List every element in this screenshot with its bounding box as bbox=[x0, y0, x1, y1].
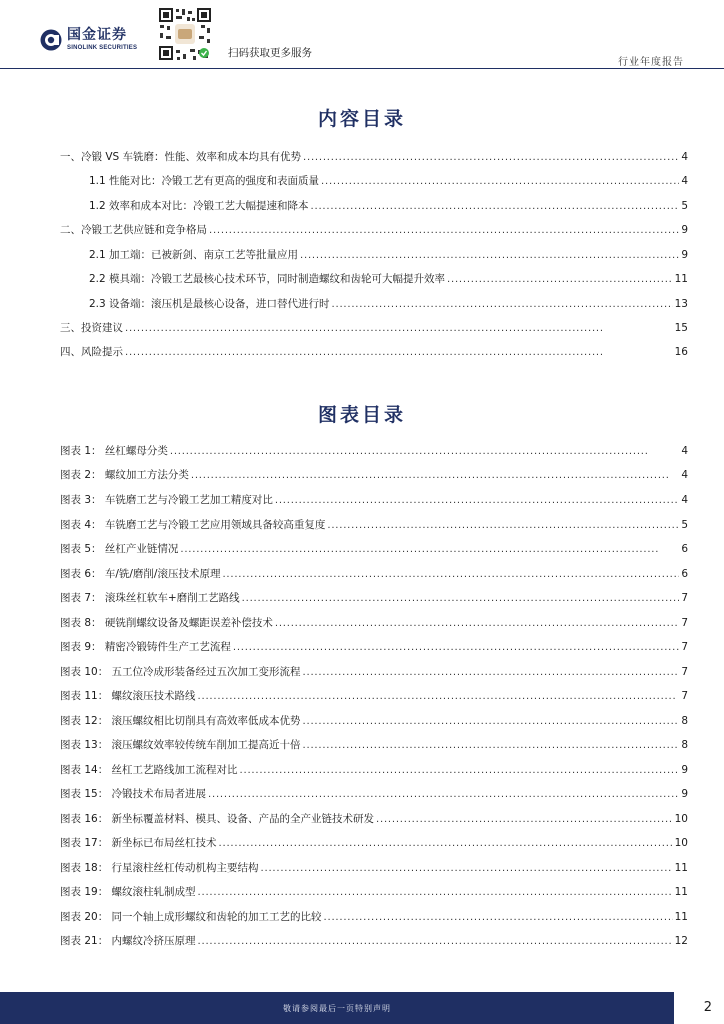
toc-entry[interactable] bbox=[60, 150, 688, 164]
toc-entry-page: 4 bbox=[681, 175, 688, 187]
toc-entry-page: 16 bbox=[674, 346, 688, 358]
toc-entry-page: 4 bbox=[681, 151, 688, 163]
dot-leader bbox=[125, 346, 673, 359]
dot-leader bbox=[376, 813, 673, 826]
figure-entry[interactable] bbox=[60, 640, 688, 654]
figure-entry-label: 图表 21： 内螺纹冷挤压原理 bbox=[60, 935, 196, 947]
figure-entry-page: 11 bbox=[674, 911, 688, 923]
toc-entry[interactable] bbox=[60, 321, 688, 335]
header-divider bbox=[0, 68, 724, 69]
toc-entry-label: 四、风险提示 bbox=[60, 346, 123, 358]
toc-entry-label: 三、投资建议 bbox=[60, 322, 123, 334]
company-logo bbox=[40, 28, 137, 51]
toc-entry-label: 1.1 性能对比：冷锻工艺有更高的强度和表面质量 bbox=[89, 175, 320, 187]
figure-entry-label: 图表 20： 同一个轴上成形螺纹和齿轮的加工工艺的比较 bbox=[60, 911, 322, 923]
figure-entry[interactable] bbox=[60, 910, 688, 924]
figure-entry[interactable] bbox=[60, 665, 688, 679]
dot-leader bbox=[303, 715, 680, 728]
logo-name-en: SINOLINK SECURITIES bbox=[67, 45, 138, 51]
logo-name-cn: 国金证券 bbox=[67, 27, 127, 43]
dot-leader bbox=[219, 837, 673, 850]
dot-leader bbox=[303, 739, 680, 752]
logo-mark-icon bbox=[40, 29, 62, 51]
figure-entry-page: 10 bbox=[674, 813, 688, 825]
toc-entry[interactable] bbox=[60, 223, 688, 237]
figure-entry-label: 图表 5： 丝杠产业链情况 bbox=[60, 543, 179, 555]
toc-entry-label: 二、冷锻工艺供应链和竞争格局 bbox=[60, 224, 207, 236]
figure-entry-page: 7 bbox=[681, 641, 688, 653]
dot-leader bbox=[198, 690, 680, 703]
dot-leader bbox=[261, 862, 673, 875]
figure-entry-label: 图表 3： 车铣磨工艺与冷锻工艺加工精度对比 bbox=[60, 494, 273, 506]
dot-leader bbox=[324, 911, 673, 924]
figure-entry[interactable] bbox=[60, 836, 688, 850]
toc-entry-page: 5 bbox=[681, 200, 688, 212]
figures-title: 图表目录 bbox=[317, 404, 406, 426]
figure-entry-label: 图表 19： 螺纹滚柱轧制成型 bbox=[60, 886, 196, 898]
dot-leader bbox=[327, 519, 679, 532]
footer-disclaimer: 敬请参阅最后一页特别声明 bbox=[283, 1004, 391, 1013]
figure-entry-page: 7 bbox=[681, 617, 688, 629]
figure-entry[interactable] bbox=[60, 468, 688, 482]
figure-entry-page: 5 bbox=[681, 519, 688, 531]
figure-entry[interactable] bbox=[60, 714, 688, 728]
toc-entry-page: 15 bbox=[674, 322, 688, 334]
figure-entry[interactable] bbox=[60, 542, 688, 556]
toc-entry[interactable] bbox=[60, 174, 688, 188]
figure-entry[interactable] bbox=[60, 689, 688, 703]
page-number: 2 bbox=[703, 1000, 712, 1015]
figure-entry-page: 9 bbox=[681, 764, 688, 776]
figure-entry[interactable] bbox=[60, 861, 688, 875]
toc-entry-label: 2.3 设备端：滚压机是最核心设备，进口替代进行时 bbox=[89, 298, 330, 310]
figure-entry[interactable] bbox=[60, 934, 688, 948]
figure-entry-label: 图表 11： 螺纹滚压技术路线 bbox=[60, 690, 196, 702]
dot-leader bbox=[311, 200, 680, 213]
toc-entry-page: 13 bbox=[674, 298, 688, 310]
figure-entry-page: 6 bbox=[681, 543, 688, 555]
figure-entry[interactable] bbox=[60, 444, 688, 458]
dot-leader bbox=[275, 494, 679, 507]
toc-entry-label: 一、冷锻 VS 车铣磨：性能、效率和成本均具有优势 bbox=[60, 151, 302, 163]
toc-entry[interactable] bbox=[60, 248, 688, 262]
figure-entry-label: 图表 7： 滚珠丝杠软车+磨削工艺路线 bbox=[60, 592, 240, 604]
dot-leader bbox=[208, 788, 679, 801]
figure-entry-page: 8 bbox=[681, 739, 688, 751]
figure-entry-page: 4 bbox=[681, 494, 688, 506]
dot-leader bbox=[303, 151, 679, 164]
figure-entry-page: 10 bbox=[674, 837, 688, 849]
figure-entry[interactable] bbox=[60, 787, 688, 801]
figure-entry-page: 7 bbox=[681, 666, 688, 678]
figure-entry-label: 图表 6： 车/铣/磨削/滚压技术原理 bbox=[60, 568, 221, 580]
figure-entry-label: 图表 10： 五工位冷成形装备经过五次加工变形流程 bbox=[60, 666, 301, 678]
figure-entry[interactable] bbox=[60, 518, 688, 532]
figure-entry-label: 图表 12： 滚压螺纹相比切削具有高效率低成本优势 bbox=[60, 715, 301, 727]
dot-leader bbox=[332, 298, 673, 311]
qr-caption: 扫码获取更多服务 bbox=[228, 47, 312, 59]
figure-entry-page: 6 bbox=[681, 568, 688, 580]
dot-leader bbox=[240, 764, 680, 777]
toc-entry-label: 1.2 效率和成本对比：冷锻工艺大幅提速和降本 bbox=[89, 200, 309, 212]
report-type-label: 行业年度报告 bbox=[618, 57, 684, 68]
dot-leader bbox=[275, 617, 679, 630]
toc-entry[interactable] bbox=[60, 199, 688, 213]
dot-leader bbox=[300, 249, 679, 262]
figure-entry-page: 8 bbox=[681, 715, 688, 727]
dot-leader bbox=[191, 469, 679, 482]
figure-entry-label: 图表 4： 车铣磨工艺与冷锻工艺应用领域具备较高重复度 bbox=[60, 519, 326, 531]
dot-leader bbox=[222, 568, 679, 581]
figure-entry-page: 9 bbox=[681, 788, 688, 800]
figure-entry-page: 11 bbox=[674, 862, 688, 874]
figure-entry-page: 4 bbox=[681, 445, 688, 457]
figure-entry[interactable] bbox=[60, 763, 688, 777]
figure-entry-label: 图表 1： 丝杠螺母分类 bbox=[60, 445, 168, 457]
figure-entry-label: 图表 16： 新坐标覆盖材料、模具、设备、产品的全产业链技术研发 bbox=[60, 813, 375, 825]
figure-entry[interactable] bbox=[60, 885, 688, 899]
toc-entry-label: 2.2 模具端：冷锻工艺最核心技术环节，同时制造螺纹和齿轮可大幅提升效率 bbox=[89, 273, 446, 285]
dot-leader bbox=[321, 175, 679, 188]
toc-entry[interactable] bbox=[60, 297, 688, 311]
figure-entry-page: 12 bbox=[674, 935, 688, 947]
figure-entry-label: 图表 9： 精密冷锻铸件生产工艺流程 bbox=[60, 641, 231, 653]
toc-entry[interactable] bbox=[60, 272, 688, 286]
figure-entry-label: 图表 17： 新坐标已布局丝杠技术 bbox=[60, 837, 217, 849]
figure-entry-page: 4 bbox=[681, 469, 688, 481]
figure-entry-label: 图表 14： 丝杠工艺路线加工流程对比 bbox=[60, 764, 238, 776]
qr-code-icon[interactable] bbox=[157, 6, 213, 62]
dot-leader bbox=[125, 322, 673, 335]
dot-leader bbox=[242, 592, 680, 605]
figure-entry[interactable] bbox=[60, 591, 688, 605]
figure-entry-page: 7 bbox=[681, 690, 688, 702]
figure-entry[interactable] bbox=[60, 567, 688, 581]
dot-leader bbox=[198, 886, 673, 899]
figure-entry-page: 7 bbox=[681, 592, 688, 604]
figure-entry-page: 11 bbox=[674, 886, 688, 898]
figure-entry[interactable] bbox=[60, 812, 688, 826]
contents-title: 内容目录 bbox=[317, 108, 406, 130]
figure-entry-label: 图表 18： 行星滚柱丝杠传动机构主要结构 bbox=[60, 862, 259, 874]
dot-leader bbox=[233, 641, 679, 654]
page-header bbox=[0, 0, 724, 72]
figure-entry-label: 图表 13： 滚压螺纹效率较传统车削加工提高近十倍 bbox=[60, 739, 301, 751]
toc-entry-page: 9 bbox=[681, 249, 688, 261]
dot-leader bbox=[447, 273, 673, 286]
toc-entry[interactable] bbox=[60, 345, 688, 359]
dot-leader bbox=[170, 445, 679, 458]
dot-leader bbox=[180, 543, 679, 556]
figure-entry[interactable] bbox=[60, 616, 688, 630]
dot-leader bbox=[303, 666, 680, 679]
toc-entry-page: 9 bbox=[681, 224, 688, 236]
figure-entry-label: 图表 15： 冷锻技术布局者进展 bbox=[60, 788, 207, 800]
toc-entry-page: 11 bbox=[674, 273, 688, 285]
dot-leader bbox=[209, 224, 679, 237]
figure-entry[interactable] bbox=[60, 738, 688, 752]
figure-entry-label: 图表 8： 硬铣削螺纹设备及螺距误差补偿技术 bbox=[60, 617, 273, 629]
figure-entry-label: 图表 2： 螺纹加工方法分类 bbox=[60, 469, 189, 481]
dot-leader bbox=[198, 935, 673, 948]
figure-entry[interactable] bbox=[60, 493, 688, 507]
toc-entry-label: 2.1 加工端：已被新剑、南京工艺等批量应用 bbox=[89, 249, 299, 261]
